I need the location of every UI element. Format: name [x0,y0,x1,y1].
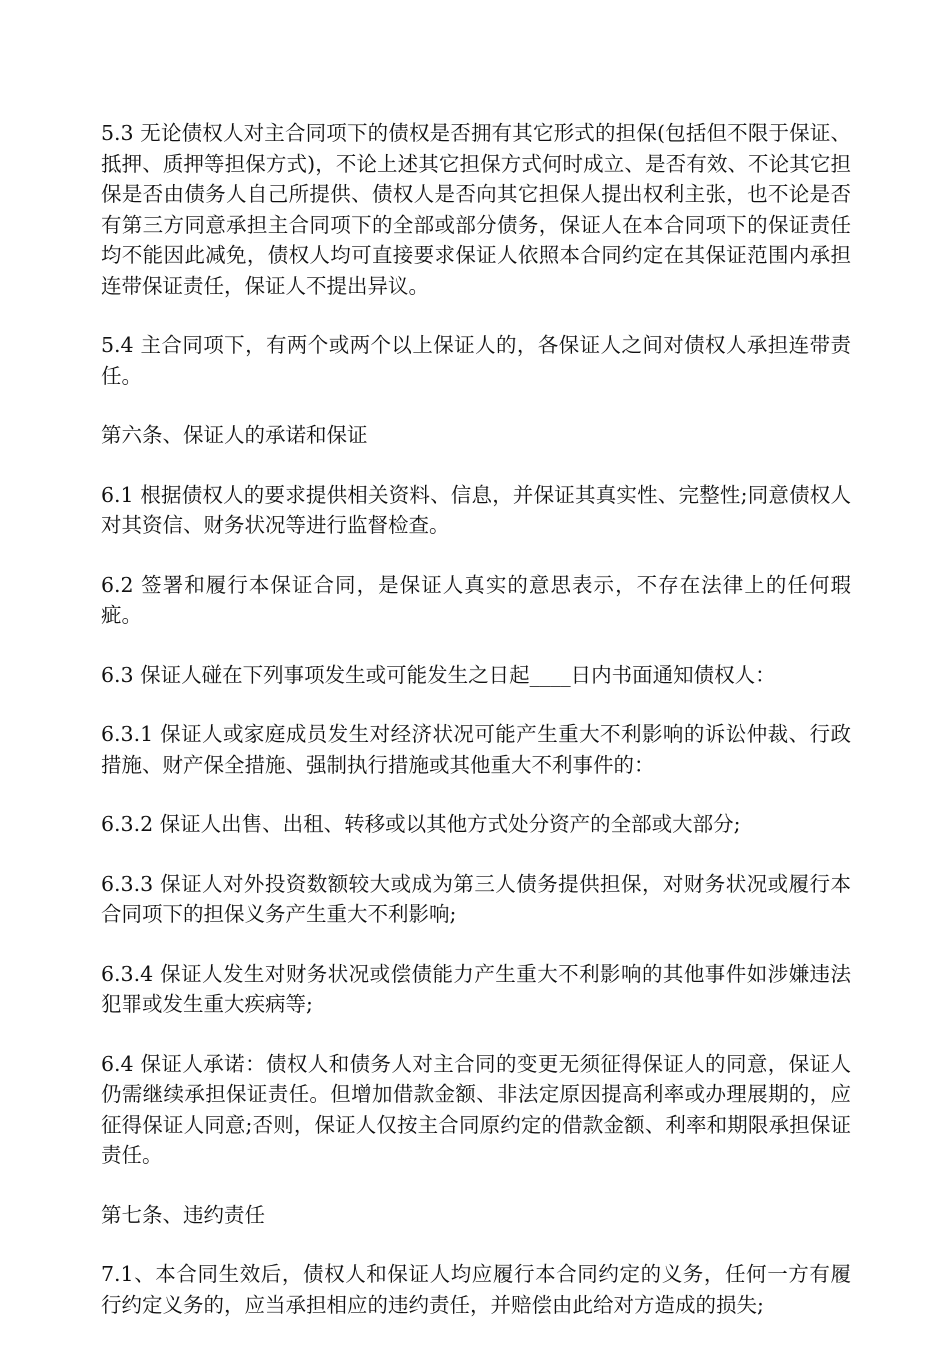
clause-6-2: 6.2 签署和履行本保证合同，是保证人真实的意思表示，不存在法律上的任何瑕疵。 [101,572,851,627]
clause-6-3-1: 6.3.1 保证人或家庭成员发生对经济状况可能产生重大不利影响的诉讼仲裁、行政措施、财产保全措施、强制执行措施或其他重大不利事件的： [101,722,851,777]
clause-6-1: 6.1 根据债权人的要求提供相关资料、信息，并保证其真实性、完整性;同意债权人对其资信、财务状况等进行监督检查。 [101,482,851,537]
clause-6-3-2: 6.3.2 保证人出售、出租、转移或以其他方式处分资产的全部或大部分; [101,812,741,836]
document-body [101,118,851,1349]
clause-6-3-3: 6.3.3 保证人对外投资数额较大或成为第三人债务提供担保，对财务状况或履行本合同项下的担保义务产生重大不利影响; [101,871,851,926]
clause-5-3: 5.3 无论债权人对主合同项下的债权是否拥有其它形式的担保(包括但不限于保证、抵押、质押等担保方式)，不论上述其它担保方式何时成立、是否有效、不论其它担保是否由债务人自己所提供、债权人是否向其它担保人提出权利主张，也不论是否有第三方同意承担主合同项下的全部或部分债务，保证人在本合同项下的保证责任均不能因此减免，债权人均可直接要求保证人依照本合同约定在其保证范围内承担连带保证责任，保证人不提出异议。 [101,121,851,298]
article-7-heading: 第七条、违约责任 [101,1202,265,1227]
article-6-heading: 第六条、保证人的承诺和保证 [101,423,368,447]
clause-6-3-4: 6.3.4 保证人发生对财务状况或偿债能力产生重大不利影响的其他事件如涉嫌违法犯罪或发生重大疾病等; [101,961,851,1016]
clause-7-1: 7.1、本合同生效后，债权人和保证人均应履行本合同约定的义务，任何一方有履行约定义务的，应当承担相应的违约责任，并赔偿由此给对方造成的损失; [101,1262,851,1317]
clause-6-4: 6.4 保证人承诺：债权人和债务人对主合同的变更无须征得保证人的同意，保证人仍需继续承担保证责任。但增加借款金额、非法定原因提高利率或办理展期的，应征得保证人同意;否则，保证人仅按主合同原约定的借款金额、利率和期限承担保证责任。 [101,1051,851,1167]
clause-6-3: 6.3 保证人碰在下列事项发生或可能发生之日起____日内书面通知债权人： [101,662,776,687]
clause-5-4: 5.4 主合同项下，有两个或两个以上保证人的，各保证人之间对债权人承担连带责任。 [101,333,851,388]
